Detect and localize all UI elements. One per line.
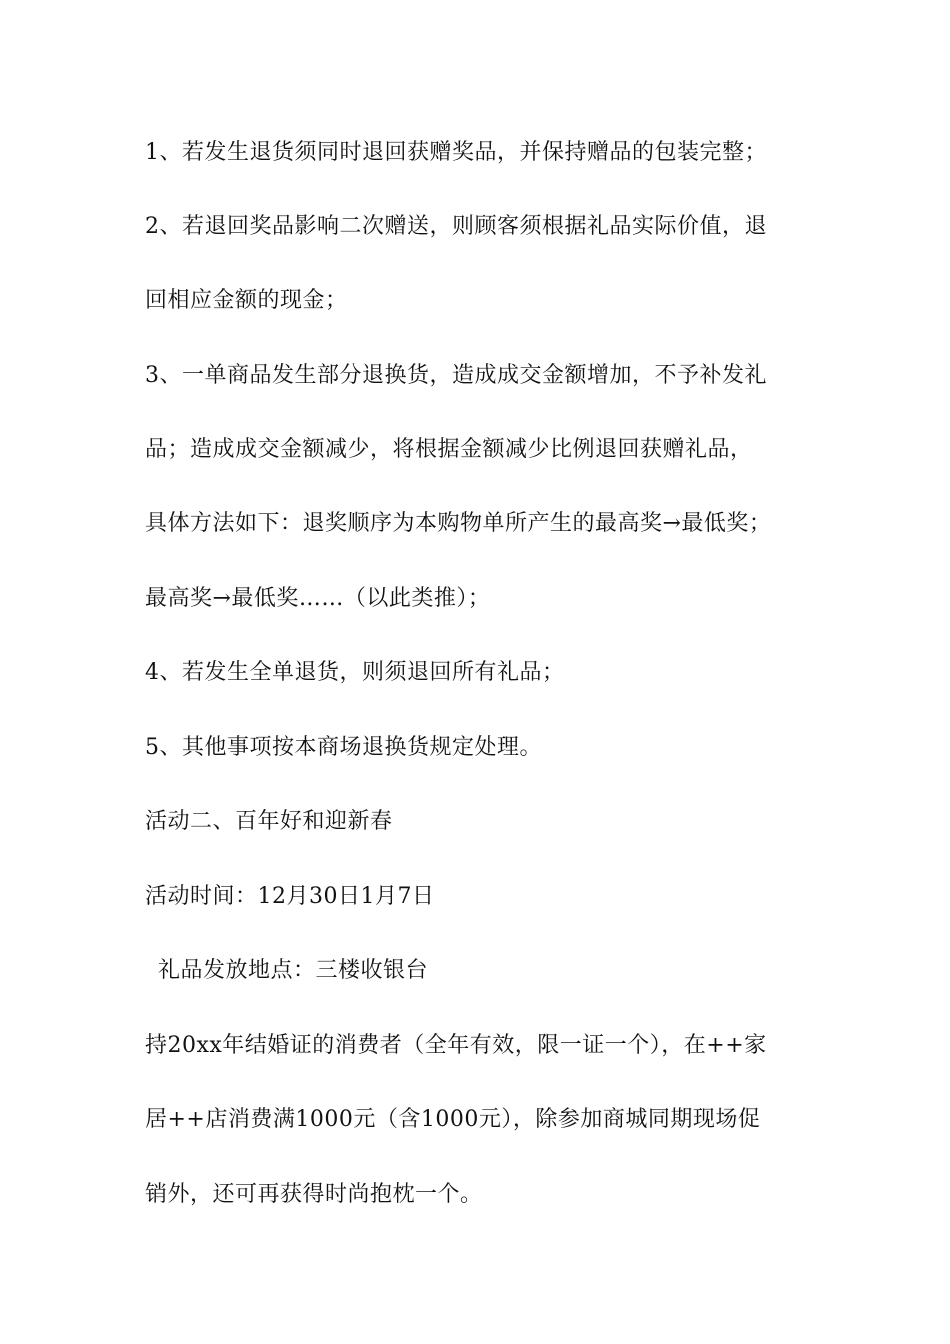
rule-3-line-a: 3、一单商品发生部分退换货，造成成交金额增加，不予补发礼	[145, 363, 767, 388]
activity-desc-line-b: 居++店消费满1000元（含1000元），除参加商城同期现场促	[145, 1107, 761, 1132]
activity-time-line: 活动时间：12月30日1月7日	[145, 884, 435, 909]
rule-1-line: 1、若发生退货须同时退回获赠奖品，并保持赠品的包装完整；	[145, 140, 767, 165]
activity-2-heading: 活动二、百年好和迎新春	[145, 809, 393, 834]
rule-2-line-b: 回相应金额的现金；	[145, 288, 348, 313]
rule-4-line: 4、若发生全单退货，则须退回所有礼品；	[145, 660, 565, 685]
rule-3-line-c: 具体方法如下：退奖顺序为本购物单所产生的最高奖→最低奖；	[145, 511, 772, 536]
gift-location-line: 礼品发放地点：三楼收银台	[158, 958, 429, 983]
rule-3-line-b: 品；造成成交金额减少，将根据金额减少比例退回获赠礼品，	[145, 437, 753, 462]
activity-desc-line-c: 销外，还可再获得时尚抱枕一个。	[145, 1182, 483, 1207]
rule-3-line-d: 最高奖→最低奖……（以此类推）；	[145, 586, 491, 611]
rule-2-line-a: 2、若退回奖品影响二次赠送，则顾客须根据礼品实际价值，退	[145, 214, 767, 239]
activity-desc-line-a: 持20xx年结婚证的消费者（全年有效，限一证一个），在++家	[145, 1033, 767, 1058]
rule-5-line: 5、其他事项按本商场退换货规定处理。	[145, 735, 542, 760]
